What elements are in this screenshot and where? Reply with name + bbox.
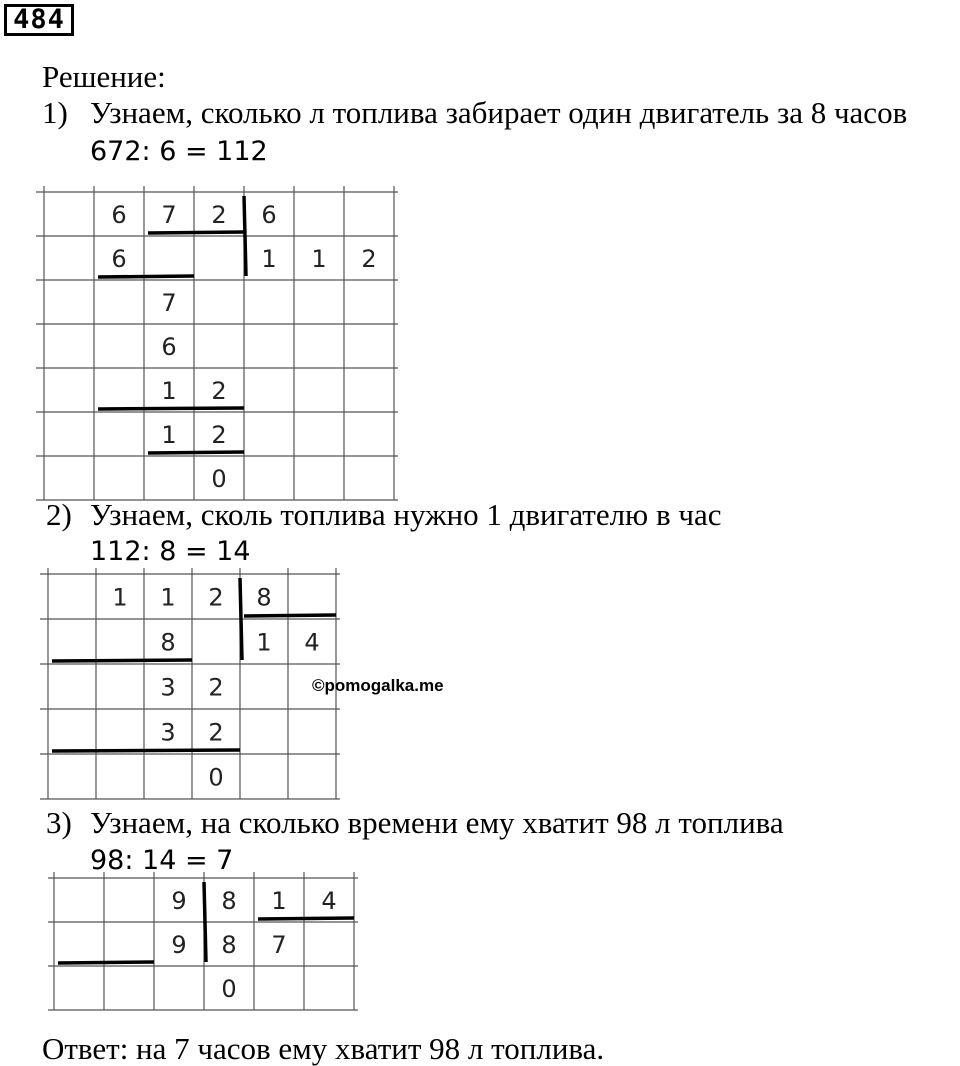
- watermark: ©pomogalka.me: [312, 676, 444, 695]
- subtraction-bar: [52, 660, 192, 661]
- division-digit: 2: [208, 673, 224, 702]
- subtraction-bar: [58, 962, 154, 963]
- division-digit: 9: [171, 887, 187, 915]
- subtraction-bar: [98, 276, 194, 277]
- step-3-label: 3): [46, 805, 72, 840]
- division-digit: 2: [208, 583, 224, 612]
- problem-number: 484: [4, 4, 74, 36]
- division-digit: 4: [304, 628, 320, 657]
- division-digit: 2: [211, 201, 227, 229]
- division-digit: 7: [161, 289, 177, 317]
- subtraction-bar: [148, 232, 244, 233]
- division-digit: 8: [160, 628, 176, 657]
- answer-text: Ответ: на 7 часов ему хватит 98 л топлива.: [42, 1031, 605, 1066]
- division-digit: 3: [160, 673, 176, 702]
- division-digit: 4: [321, 887, 337, 915]
- division-digit: 2: [211, 377, 227, 405]
- division-digit: 1: [161, 421, 177, 449]
- subtraction-bar: [258, 918, 354, 919]
- division-digit: 7: [271, 931, 287, 959]
- long-division-svg-1: [36, 186, 394, 493]
- division-digit: 1: [261, 245, 277, 273]
- division-digit: 6: [161, 333, 177, 361]
- step-1-label: 1): [42, 95, 68, 130]
- step-3-equation: 98: 14 = 7: [90, 845, 234, 876]
- division-digit: 1: [256, 628, 272, 657]
- long-division-grid-3: [48, 872, 337, 1032]
- division-digit: 1: [271, 887, 287, 915]
- division-digit: 1: [161, 377, 177, 405]
- solution-heading: Решение:: [42, 59, 166, 94]
- step-3-text: Узнаем, на сколько времени ему хватит 98 л топлива: [90, 805, 784, 840]
- division-digit: 0: [208, 763, 224, 792]
- division-digit: 8: [221, 887, 237, 915]
- division-digit: 9: [171, 931, 187, 959]
- division-digit: 2: [211, 421, 227, 449]
- long-division-grid-2: [40, 568, 318, 794]
- subtraction-bar: [98, 408, 244, 409]
- long-division-svg-3: [48, 872, 337, 1032]
- division-digit: 2: [361, 245, 377, 273]
- step-1-equation: 672: 6 = 112: [90, 136, 268, 167]
- division-digit: 1: [112, 583, 128, 612]
- divisor-bar: [240, 578, 242, 660]
- long-division-grid-1: [36, 186, 394, 493]
- division-digit: 1: [160, 583, 176, 612]
- division-digit: 0: [221, 975, 237, 1003]
- division-digit: 3: [160, 718, 176, 747]
- long-division-svg-2: [40, 568, 318, 794]
- division-digit: 1: [311, 245, 327, 273]
- step-2-text: Узнаем, сколь топлива нужно 1 двигателю в час: [90, 497, 722, 532]
- division-digit: 7: [161, 201, 177, 229]
- division-digit: 8: [221, 931, 237, 959]
- division-digit: 6: [261, 201, 277, 229]
- step-2-label: 2): [46, 497, 72, 532]
- divisor-bar: [244, 196, 246, 276]
- step-2-equation: 112: 8 = 14: [90, 536, 251, 567]
- subtraction-bar: [244, 615, 336, 616]
- division-digit: 2: [208, 718, 224, 747]
- division-digit: 6: [111, 245, 127, 273]
- division-digit: 8: [256, 583, 272, 612]
- subtraction-bar: [148, 452, 244, 453]
- division-digit: 0: [211, 465, 227, 493]
- subtraction-bar: [52, 750, 240, 751]
- divisor-bar: [204, 882, 206, 962]
- division-digit: 6: [111, 201, 127, 229]
- step-1-text: Узнаем, сколько л топлива забирает один двигатель за 8 часов: [90, 95, 908, 130]
